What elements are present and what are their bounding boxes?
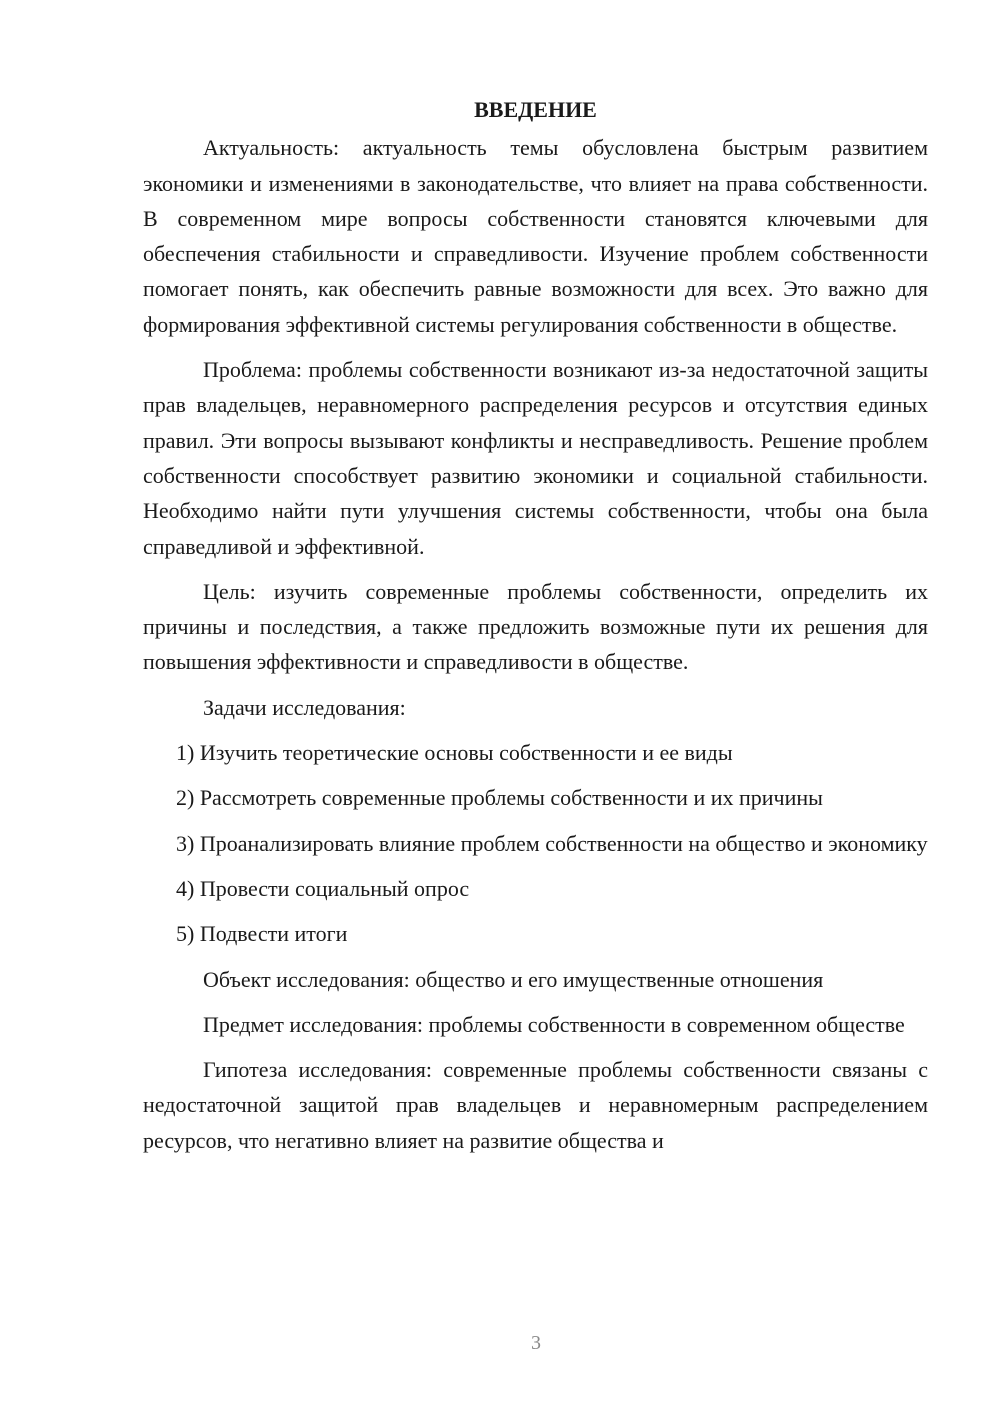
task-item-5: 5) Подвести итоги	[176, 921, 348, 947]
task-item-4: 4) Провести социальный опрос	[176, 875, 470, 901]
object-paragraph: Объект исследования: общество и его имущественные отношения	[203, 966, 824, 992]
problem-paragraph: Проблема: проблемы собственности возникают из-за недостаточной защиты прав владельцев, неравномерного распределения ресурсов и отсутствия единых правил. Эти вопросы вызывают конфликты и несправедливость. Решение проблем собственности способствует развитию экономики и социальной стабильности. Необходимо найти пути улучшения системы собственности, чтобы она была справедливой и эффективной.	[143, 357, 928, 559]
task-item-3: 3) Проанализировать влияние проблем собственности на общество и экономику	[176, 830, 928, 856]
tasks-heading: Задачи исследования:	[203, 694, 406, 720]
document-body	[143, 92, 928, 1168]
relevance-paragraph: Актуальность: актуальность темы обусловлена быстрым развитием экономики и изменениями в законодательстве, что влияет на права собственности. В современном мире вопросы собственности становятся ключевыми для обеспечения стабильности и справедливости. Изучение проблем собственности помогает понять, как обеспечить равные возможности для всех. Это важно для формирования эффективной системы регулирования собственности в обществе.	[143, 135, 928, 337]
section-heading: ВВЕДЕНИЕ	[474, 97, 597, 122]
task-item-1: 1) Изучить теоретические основы собственности и ее виды	[176, 740, 733, 766]
goal-paragraph: Цель: изучить современные проблемы собственности, определить их причины и последствия, а также предложить возможные пути их решения для повышения эффективности и справедливости в обществе.	[143, 578, 928, 675]
task-item-2: 2) Рассмотреть современные проблемы собственности и их причины	[176, 785, 823, 811]
subject-paragraph: Предмет исследования: проблемы собственности в современном обществе	[203, 1011, 905, 1037]
hypothesis-paragraph: Гипотеза исследования: современные проблемы собственности связаны с недостаточной защитой прав владельцев и неравномерным распределением ресурсов, что негативно влияет на развитие общества и	[143, 1057, 928, 1153]
page-number: 3	[531, 1332, 541, 1354]
